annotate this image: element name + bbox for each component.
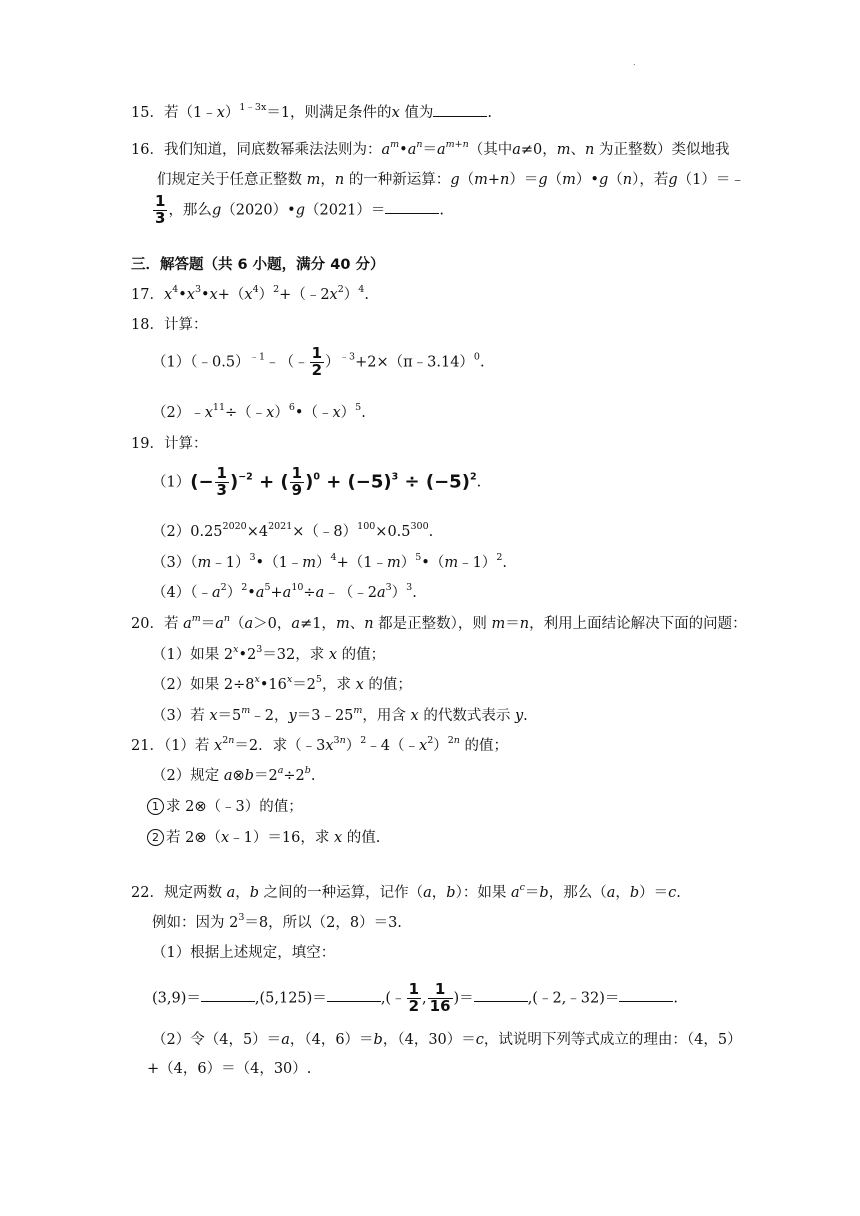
question-20-part-3: （3）若 $x=5^m﹣2$，$y=3﹣25^m$，用含 x 的代数式表示 y. <box>152 705 528 724</box>
answer-blank[interactable] <box>474 989 528 1002</box>
question-number: 18． <box>131 317 164 333</box>
question-22: 22．规定两数 a，b 之间的一种运算，记作（a，b）：如果 $a^c=b$，那么（a，b）＝c. <box>131 882 681 901</box>
answer-blank[interactable] <box>619 989 673 1002</box>
question-17: 17．$x^4•x^3•x+(x^4)^2+(﹣2x^2)^4$. <box>131 284 369 303</box>
question-16-line-1: 16．我们知道，同底数幂乘法法则为：$a^m•a^n=a^{m+n}$（其中a≠0，m、n 为正整数）类似地我 <box>131 139 730 158</box>
question-21-sub-2: 2 若 2⊗（x﹣1）＝16，求 x 的值. <box>147 829 380 848</box>
question-number: 21． <box>131 738 164 754</box>
question-16-line-2: 们规定关于任意正整数 m，n 的一种新运算：g（m+n）＝g（m）•g（n），若g（1）＝﹣ <box>157 172 745 188</box>
question-21-part-2: （2）规定 $a\otimes b=2^a\div 2^b$. <box>152 765 316 784</box>
answer-blank[interactable] <box>201 989 255 1002</box>
question-20-part-2: （2）如果 $2\div 8^x•16^x=2^5$，求 x 的值； <box>152 674 412 693</box>
question-18-part-2: $(2)﹣x^{11}\div(﹣x)^6•(﹣x)^5$. <box>152 402 366 421</box>
question-20-part-1: （1）如果 $2^x•2^3=32$，求 x 的值； <box>152 644 386 663</box>
question-19-part-1: （1）(− $\frac{1}{3}$ )$^{-2}$ + ( $\frac{1}{9}$ )$^0 + (-5)^3 \div (-5)^2$. <box>152 464 482 499</box>
question-22-part-1: （1）根据上述规定，填空： <box>152 945 336 961</box>
section-title: 三．解答题（共 6 小题，满分 40 分） <box>131 257 385 273</box>
answer-blank[interactable] <box>433 104 487 117</box>
question-15: 15．若（1﹣x）$^{1﹣3x}$＝1，则满足条件的x 值为 . <box>131 102 492 121</box>
answer-blank[interactable] <box>327 989 381 1002</box>
header-mark: . <box>633 58 636 67</box>
question-16-line-3: $\frac{1}{3}$ ，那么g（2020）•g（2021）＝ . <box>155 192 445 227</box>
fraction-one-half: $\frac{1}{2}$ <box>311 344 323 379</box>
question-21-part-1: 21．（1）若 $x^{2n}=2$．求$(﹣3x^{3n})^2﹣4(﹣x^2)^{2n}$ 的值； <box>131 735 509 754</box>
question-19: 19．计算： <box>131 436 208 452</box>
circled-number-1: 1 <box>147 798 164 815</box>
answer-blank[interactable] <box>385 201 439 214</box>
question-20: 20．若 $a^m=a^n(a>0$，a≠1，m、n 都是正整数），则 m＝n，利用上面结论解决下面的问题： <box>131 613 747 632</box>
question-number: 19． <box>131 436 164 452</box>
question-number: 15． <box>131 105 164 121</box>
question-19-part-2: $(2)0.25^{2020}\times 4^{2021}\times(﹣8)^{100}\times 0.5^{300}$. <box>152 521 434 540</box>
question-number: 16． <box>131 142 164 158</box>
question-number: 22． <box>131 885 164 901</box>
question-number: 17． <box>131 287 164 303</box>
question-22-part-2-line-1: （2）令（4，5）＝a，（4，6）＝b，（4，30）＝c，试说明下列等式成立的理由：（4，5） <box>152 1032 742 1048</box>
question-19-part-3: （3）（m﹣1）$^3$•（1﹣m）$^4$+（1﹣m）$^5$•（m﹣1）$^2$. <box>152 552 507 571</box>
question-number: 20． <box>131 616 164 632</box>
circled-number-2: 2 <box>147 829 164 846</box>
fraction-one-third: $\frac{1}{3}$ <box>155 192 166 227</box>
question-18: 18．计算： <box>131 317 208 333</box>
question-22-fill-blanks: (3,9)＝ ,(5,125)＝ ,(﹣ $\frac{1}{2}$ , $\frac{1}{16}$ )＝ ,(﹣2,﹣32)＝ . <box>152 980 679 1015</box>
question-19-part-4: $(4)(﹣a^2)^2•a^5+a^{10}\div a﹣(﹣2a^3)^3$. <box>152 582 417 601</box>
question-22-example: 例如：因为 $2^3=8$，所以（2，8）＝3. <box>152 912 402 931</box>
question-22-part-2-line-2: +（4，6）＝（4，30）. <box>147 1061 312 1077</box>
question-21-sub-1: 1 求 2⊗（﹣3）的值； <box>147 798 303 817</box>
question-18-part-1: （1）（﹣0.5）$^{﹣1}$﹣（﹣ $\frac{1}{2}$ ）$^{﹣3}$+2×（π﹣3.14）$^0$. <box>152 344 485 379</box>
